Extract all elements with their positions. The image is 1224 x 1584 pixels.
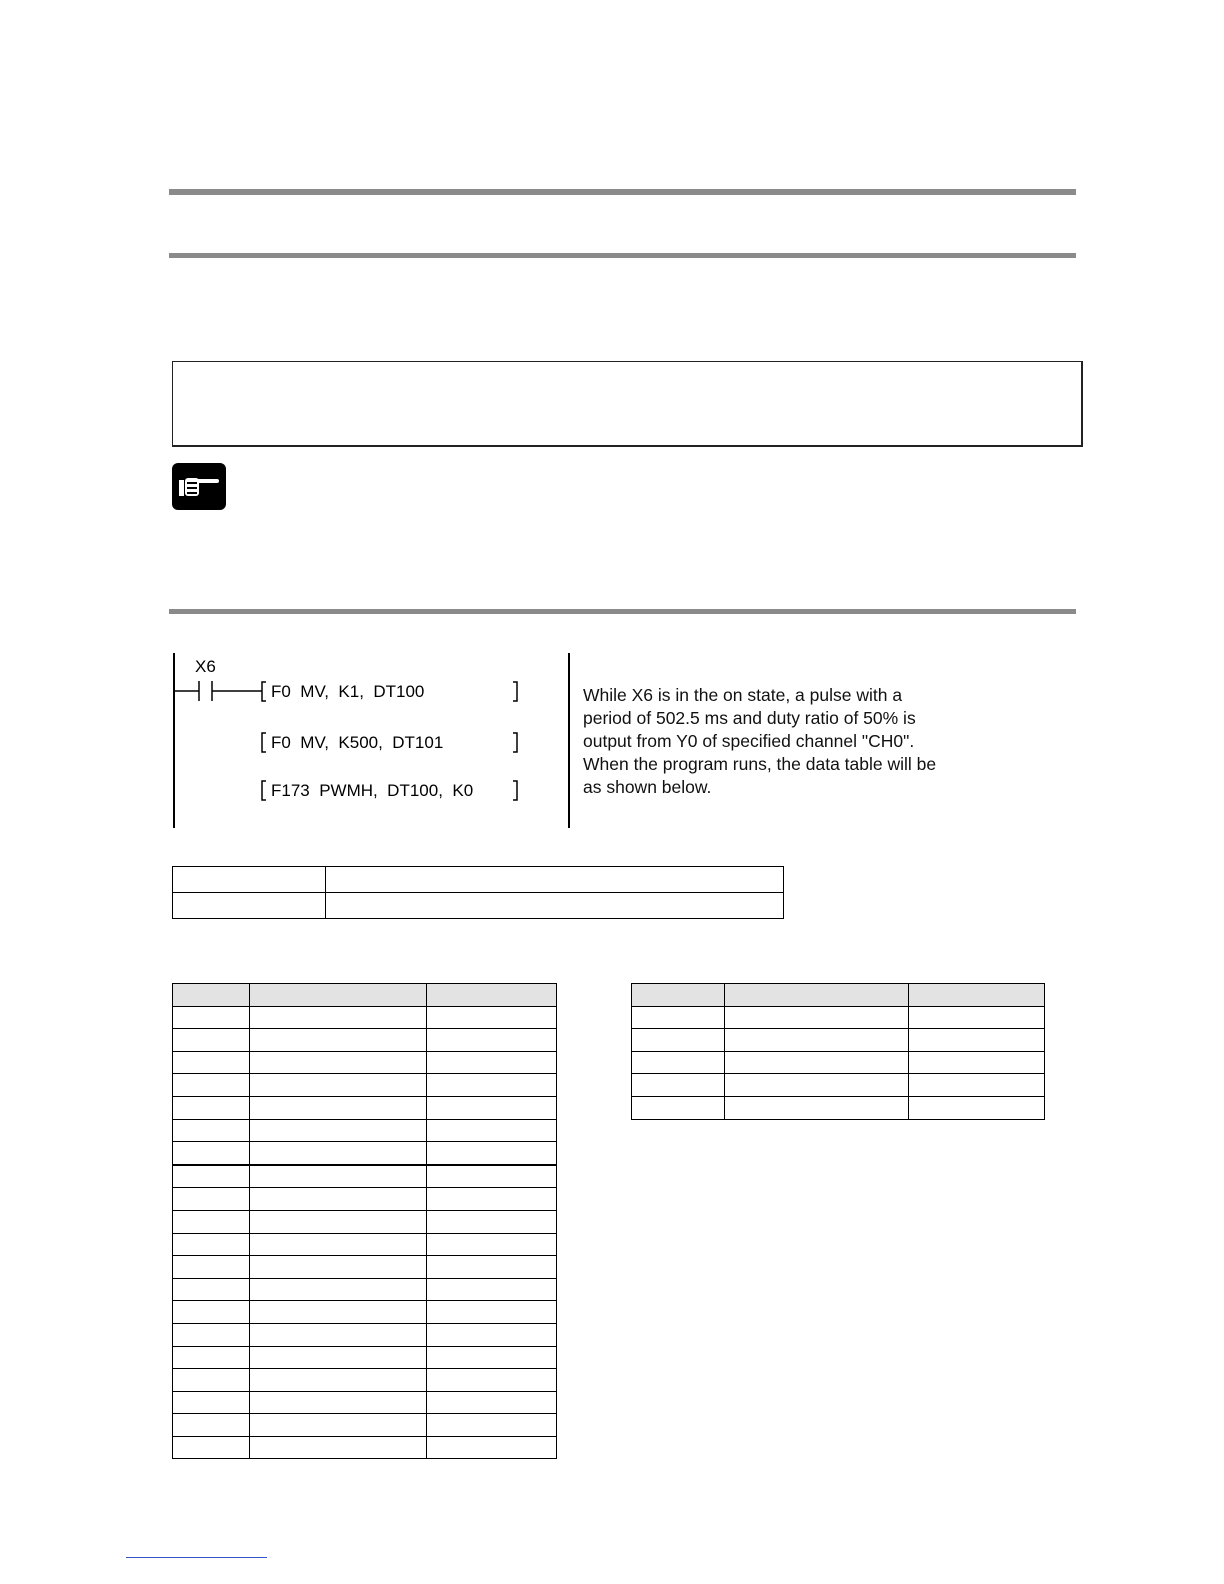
table-row <box>173 1051 557 1074</box>
table-row <box>173 1119 557 1142</box>
section-rule <box>169 253 1076 258</box>
example-description <box>583 684 1003 799</box>
instruction-3: F173 PWMH, DT100, K0 <box>271 781 474 800</box>
table-row <box>173 1029 557 1052</box>
table-row <box>173 1256 557 1279</box>
description-line: When the program runs, the data table will be <box>583 754 937 774</box>
description-line: output from Y0 of specified channel "CH0". <box>583 731 915 751</box>
table-row <box>173 1074 557 1097</box>
description-line: period of 502.5 ms and duty ratio of 50% is <box>583 708 916 728</box>
instruction-2: F0 MV, K500, DT101 <box>271 733 444 752</box>
example-rule <box>169 609 1076 614</box>
table-row <box>173 1323 557 1346</box>
data-table-left <box>172 983 557 1459</box>
top-rule <box>169 189 1076 195</box>
instruction-1: F0 MV, K1, DT100 <box>271 682 425 701</box>
table-row <box>173 1301 557 1324</box>
pointing-hand-icon <box>172 463 226 510</box>
table-row <box>173 1436 557 1459</box>
table-row <box>173 893 784 919</box>
contact-label: X6 <box>195 657 216 676</box>
footer-link-underline[interactable] <box>126 1557 267 1558</box>
note-box <box>172 361 1083 447</box>
table-row <box>173 1142 557 1165</box>
description-line: While X6 is in the on state, a pulse with a <box>583 685 903 705</box>
table-row <box>632 1096 1045 1119</box>
table-row <box>173 1006 557 1029</box>
table-row <box>173 1096 557 1119</box>
table-row <box>173 1233 557 1256</box>
table-row <box>632 1029 1045 1052</box>
table-row <box>632 1006 1045 1029</box>
data-table-right <box>631 983 1045 1120</box>
table-header-row <box>632 984 1045 1007</box>
table-row <box>632 1074 1045 1097</box>
table-row <box>173 1346 557 1369</box>
table-row <box>173 1210 557 1233</box>
table-row <box>173 1369 557 1392</box>
table-row <box>173 867 784 893</box>
description-line: as shown below. <box>583 777 712 797</box>
table-row <box>632 1051 1045 1074</box>
table-row <box>173 1165 557 1188</box>
spec-table <box>172 866 784 919</box>
table-row <box>173 1188 557 1211</box>
table-row <box>173 1278 557 1301</box>
table-header-row <box>173 984 557 1007</box>
table-row <box>173 1391 557 1414</box>
table-row <box>173 1414 557 1437</box>
